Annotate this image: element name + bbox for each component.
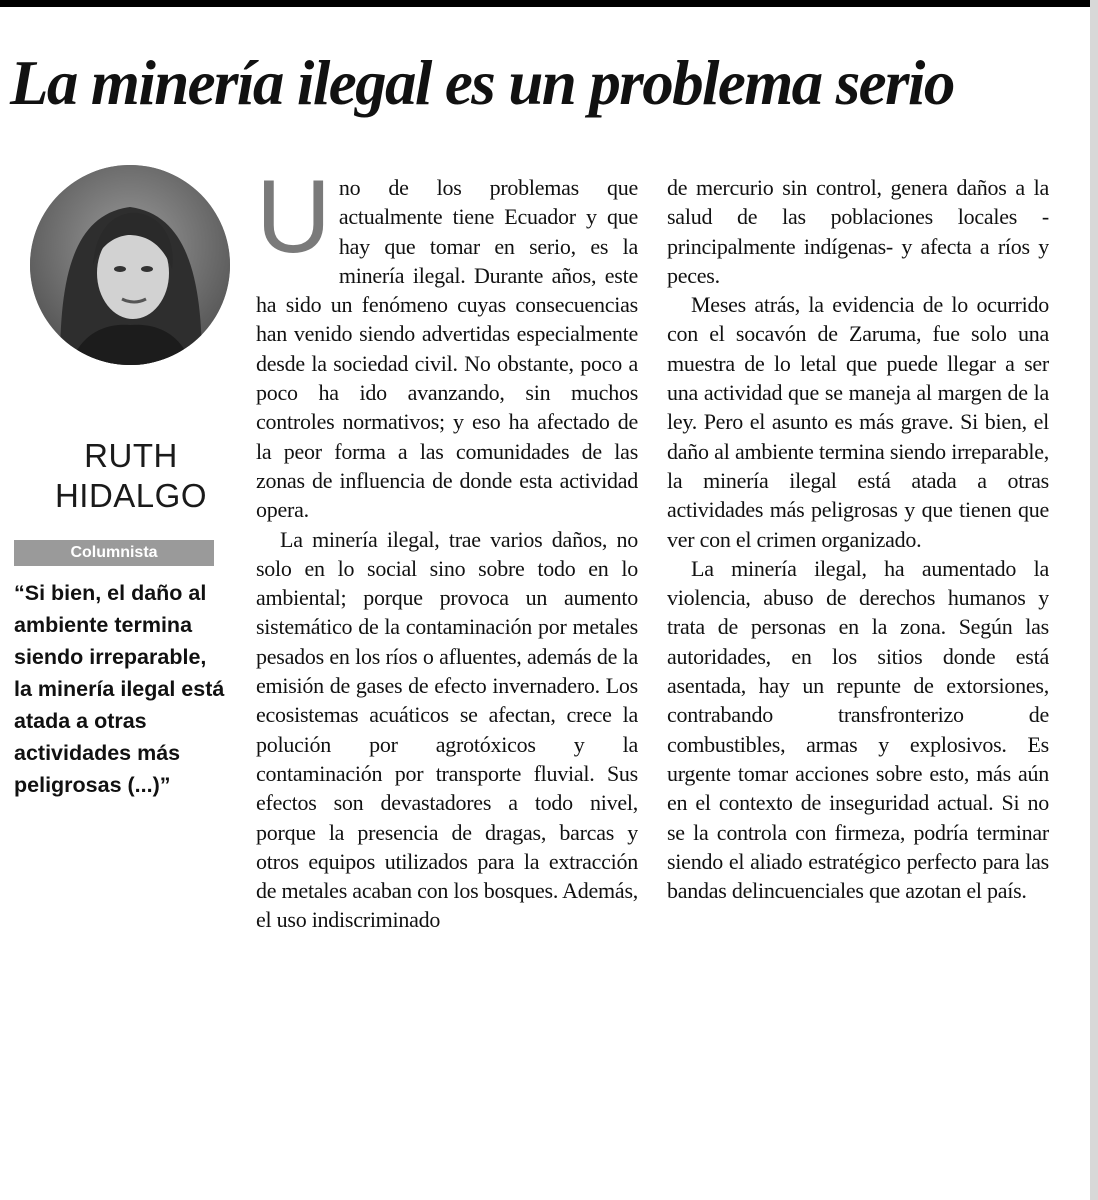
role-label: Columnista (14, 540, 214, 566)
author-photo (30, 165, 230, 365)
pull-quote: “Si bien, el daño al ambiente termina siendo irreparable, la minería ilegal está atada a otras actividades más peligrosas (...)” (14, 581, 225, 797)
article-paragraph-2-continued: de mercurio sin control, genera daños a la salud de las poblaciones locales -principalmente indígenas- y afecta a ríos y peces. (667, 175, 1049, 288)
article-paragraph-4: La minería ilegal, ha aumentado la violencia, abuso de derechos humanos y trata de personas en la zona. Según las autoridades, en los sitios donde está asentada, hay un repunte de extorsiones, contrabando transfronterizo de combustibles, armas y explosivos. Es urgente tomar acciones sobre esto, más aún en el contexto de inseguridad actual. Si no se la controla con firmeza, podría terminar siendo el aliado estratégico perfecto para las bandas delincuenciales que azotan el país. (667, 555, 1049, 904)
article-paragraph-1 (256, 173, 638, 525)
author-name (36, 436, 226, 516)
headline: La minería ilegal es un problema serio (10, 48, 954, 118)
article-column-1 (256, 173, 638, 1183)
article-paragraph-1-text: no de los problemas que actualmente tiene Ecuador y que hay que tomar en serio, es la minería ilegal. Durante años, este ha sido un fenómeno cuyas consecuencias han venido siendo advertidas especialmente desde la sociedad civil. No obstante, poco a poco ha ido avanzando, sin muchos controles normativos; y eso ha afectado de la peor forma a las comunidades de las zonas de influencia de donde esta actividad opera. (256, 175, 638, 523)
author-first-name: RUTH (84, 437, 178, 474)
top-rule (0, 0, 1098, 7)
article-paragraph-2: La minería ilegal, trae varios daños, no solo en lo social sino sobre todo en lo ambiental; porque provoca un aumento sistemático de la contaminación por metales pesados en los ríos o afluentes, además de la emisión de gases de efecto invernadero. Los ecosistemas acuáticos se afectan, crece la polución por agrotóxicos y la contaminación por transporte fluvial. Sus efectos son devastadores a todo nivel, porque la presencia de dragas, barcas y otros equipos utilizados para la extracción de metales acaban con los bosques. Además, el uso indiscriminado (256, 526, 638, 933)
author-portrait (30, 165, 230, 365)
article-paragraph-3: Meses atrás, la evidencia de lo ocurrido con el socavón de Zaruma, fue solo una muestra de lo letal que puede llegar a ser una actividad que se maneja al margen de la ley. Pero el asunto es más grave. Si bien, el daño al ambiente termina siendo irreparable, la minería ilegal está atada a otras actividades más peligrosas y que tienen que ver con el crimen organizado. (667, 292, 1049, 552)
dropcap: U (256, 173, 331, 275)
author-last-name: HIDALGO (54, 477, 208, 514)
article-column-2 (667, 173, 1049, 1183)
page-edge (1090, 0, 1098, 1200)
